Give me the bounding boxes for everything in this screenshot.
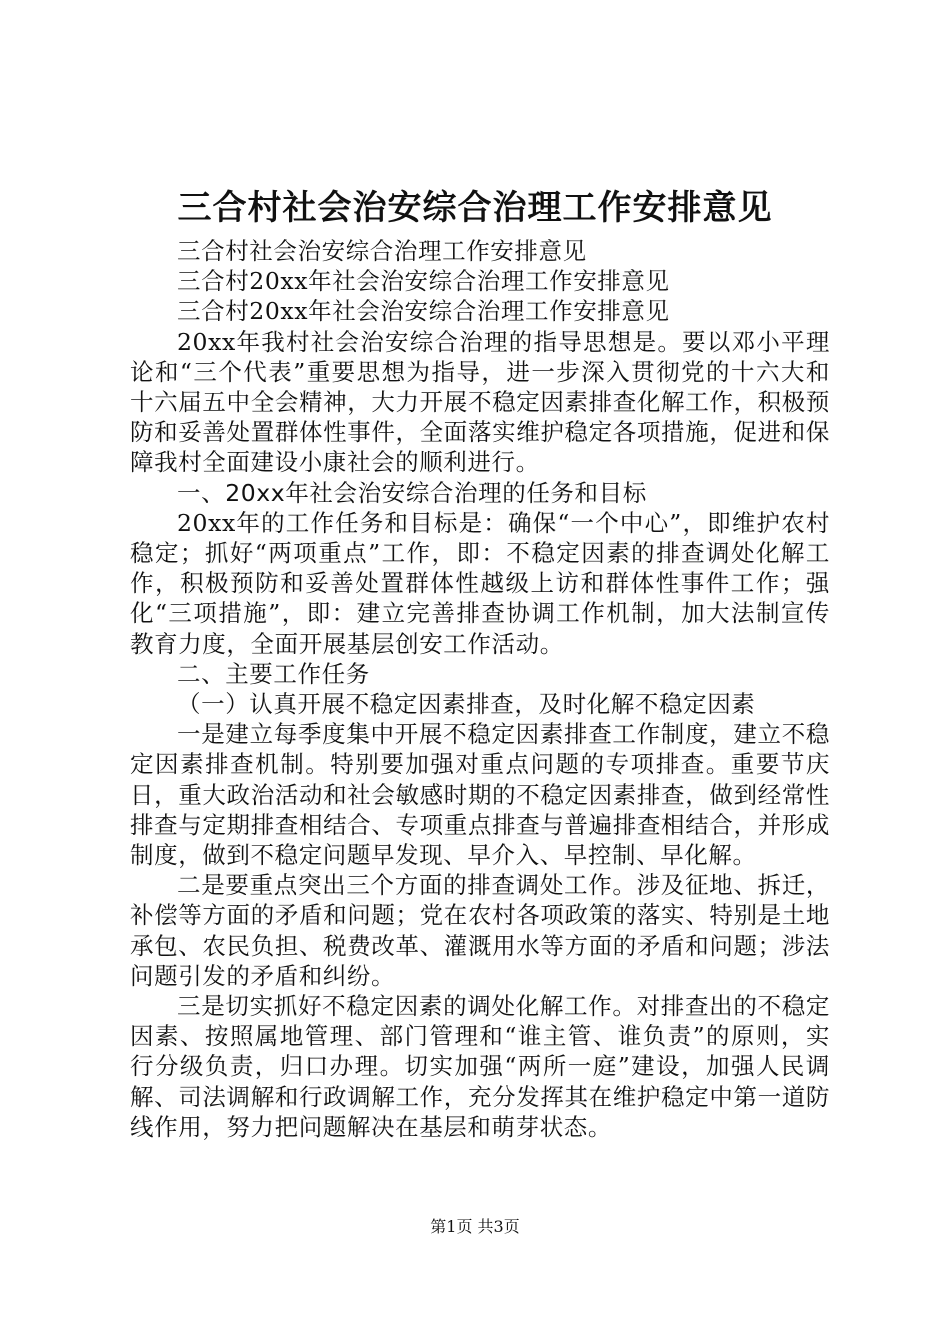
- paragraph-item-2: 二是要重点突出三个方面的排查调处工作。涉及征地、拆迁，补偿等方面的矛盾和问题；党在农村各项政策的落实、特别是土地承包、农民负担、税费改革、灌溉用水等方面的矛盾和问题；涉法问题引发的矛盾和纠纷。: [130, 871, 830, 990]
- page-footer: 第1页 共3页: [430, 1217, 520, 1236]
- paragraph-tasks-goals: 20xx年的工作任务和目标是：确保“一个中心”，即维护农村稳定；抓好“两项重点”工作，即：不稳定因素的排查调处化解工作，积极预防和妥善处置群体性越级上访和群体性事件工作；强化“三项措施”，即：建立完善排查协调工作机制，加大法制宣传教育力度，全面开展基层创安工作活动。: [130, 508, 830, 658]
- document-body: [130, 236, 830, 1142]
- paragraph-subtitle-2: 三合村20xx年社会治安综合治理工作安排意见: [177, 267, 670, 296]
- section-heading-tasks-goals: 一、20xx年社会治安综合治理的任务和目标: [177, 478, 647, 507]
- subsection-heading-1: （一）认真开展不稳定因素排查，及时化解不稳定因素: [177, 690, 756, 719]
- paragraph-guiding-thought: 20xx年我村社会治安综合治理的指导思想是。要以邓小平理论和“三个代表”重要思想为指导，进一步深入贯彻党的十六大和十六届五中全会精神，大力开展不稳定因素排查化解工作，积极预防和妥善处置群体性事件，全面落实维护稳定各项措施，促进和保障我村全面建设小康社会的顺利进行。: [130, 327, 830, 477]
- paragraph-item-1: 一是建立每季度集中开展不稳定因素排查工作制度，建立不稳定因素排查机制。特别要加强对重点问题的专项排查。重要节庆日，重大政治活动和社会敏感时期的不稳定因素排查，做到经常性排查与定期排查相结合、专项重点排查与普遍排查相结合，并形成制度，做到不稳定问题早发现、早介入、早控制、早化解。: [130, 720, 830, 870]
- document-title: 三合村社会治安综合治理工作安排意见: [177, 188, 773, 228]
- paragraph-item-3: 三是切实抓好不稳定因素的调处化解工作。对排查出的不稳定因素、按照属地管理、部门管理和“谁主管、谁负责”的原则，实行分级负责，归口办理。切实加强“两所一庭”建设，加强人民调解、司法调解和行政调解工作，充分发挥其在维护稳定中第一道防线作用，努力把问题解决在基层和萌芽状态。: [130, 992, 830, 1141]
- paragraph-subtitle-3: 三合村20xx年社会治安综合治理工作安排意见: [177, 297, 670, 326]
- section-heading-main-tasks: 二、主要工作任务: [177, 659, 370, 688]
- paragraph-subtitle-1: 三合村社会治安综合治理工作安排意见: [177, 237, 587, 265]
